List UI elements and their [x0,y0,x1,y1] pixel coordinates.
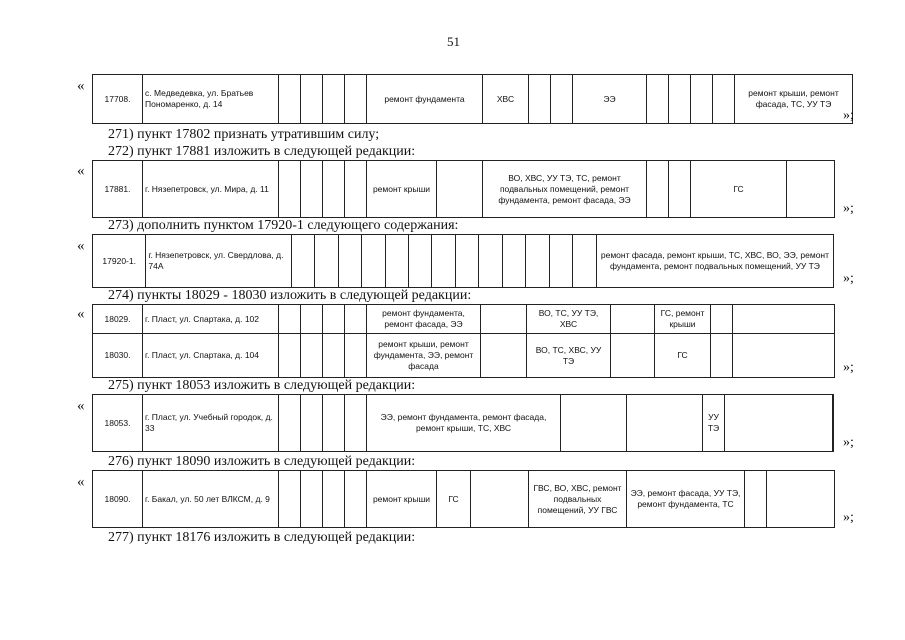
amendment-instruction: 277) пункт 18176 изложить в следующей редакции: [108,530,416,545]
table-cell: УУ ТЭ [703,395,725,452]
table-cell [647,75,669,124]
opening-quote: « [77,163,85,179]
table-cell [669,161,691,218]
table-row [93,235,834,288]
table-cell [323,75,345,124]
table-cell [279,75,301,124]
amendment-table [92,304,835,378]
table-cell: ремонт крыши [367,161,437,218]
table-cell [279,334,301,378]
table-cell [561,395,627,452]
table-cell [432,235,455,288]
page-number: 51 [447,34,460,49]
amendment-table [92,74,853,124]
amendment-instruction: 271) пункт 17802 признать утратившим силу; [108,127,380,142]
table-row [93,395,834,452]
amendment-table [92,394,834,452]
table-cell: ГС, ремонт крыши [655,305,711,334]
table-cell [833,395,834,452]
table-cell [291,235,314,288]
closing-quote: »; [843,510,854,525]
table-cell [301,75,323,124]
table-cell [711,334,733,378]
table-cell: ВО, ТС, ХВС, УУ ТЭ [527,334,611,378]
table-row [93,305,835,334]
table-cell [345,305,367,334]
table-cell [733,305,835,334]
table-cell: ГВС, ВО, ХВС, ремонт подвальных помещений, УУ ГВС [529,471,627,528]
row-address: г. Нязепетровск, ул. Свердлова, д. 74А [146,235,291,288]
table-cell [279,161,301,218]
table-cell [627,395,703,452]
closing-quote: »; [843,108,854,123]
table-cell [725,395,833,452]
table-row [93,334,835,378]
table-cell: ремонт крыши [367,471,437,528]
closing-quote: »; [843,360,854,375]
table-cell [573,235,596,288]
table-cell [647,161,669,218]
amendment-instruction: 274) пункты 18029 - 18030 изложить в следующей редакции: [108,288,472,303]
row-number: 18090. [93,471,143,528]
table-cell [745,471,767,528]
table-cell [549,235,572,288]
table-cell [481,305,527,334]
table-cell [713,75,735,124]
table-row [93,471,835,528]
opening-quote: « [77,398,85,414]
table-cell [479,235,502,288]
table-cell [669,75,691,124]
table-cell [502,235,525,288]
row-address: г. Пласт, ул. Учебный городок, д. 33 [143,395,279,452]
table-cell [301,161,323,218]
table-cell [611,305,655,334]
table-cell: ГС [655,334,711,378]
row-address: г. Пласт, ул. Спартака, д. 104 [143,334,279,378]
row-number: 17881. [93,161,143,218]
opening-quote: « [77,474,85,490]
table-cell [787,161,835,218]
amendment-table [92,470,835,528]
table-cell [437,161,483,218]
opening-quote: « [77,78,85,94]
table-cell: ремонт крыши, ремонт фасада, ТС, УУ ТЭ [735,75,853,124]
table-cell: ремонт крыши, ремонт фундамента, ЭЭ, ремонт фасада [367,334,481,378]
table-cell: ГС [437,471,471,528]
amendment-instruction: 276) пункт 18090 изложить в следующей редакции: [108,454,416,469]
table-cell [481,334,527,378]
table-cell [301,471,323,528]
table-cell [345,75,367,124]
table-cell [767,471,835,528]
table-cell [611,334,655,378]
row-number: 18053. [93,395,143,452]
table-cell [711,305,733,334]
row-address: г. Бакал, ул. 50 лет ВЛКСМ, д. 9 [143,471,279,528]
row-number: 17708. [93,75,143,124]
amendment-instruction: 273) дополнить пунктом 17920-1 следующего содержания: [108,218,459,233]
row-number: 17920-1. [93,235,146,288]
closing-quote: »; [843,201,854,216]
row-address: г. Пласт, ул. Спартака, д. 102 [143,305,279,334]
table-cell [279,305,301,334]
table-cell [301,334,323,378]
table-cell [362,235,385,288]
table-cell [279,471,301,528]
amendment-instruction: 272) пункт 17881 изложить в следующей редакции: [108,144,416,159]
table-cell [455,235,478,288]
amendment-table [92,160,835,218]
table-cell [315,235,338,288]
table-cell [733,334,835,378]
table-cell [323,334,345,378]
table-cell [409,235,432,288]
table-cell: ГС [691,161,787,218]
table-cell [471,471,529,528]
table-cell [323,305,345,334]
table-cell: ЭЭ, ремонт фасада, УУ ТЭ, ремонт фундамента, ТС [627,471,745,528]
row-number: 18030. [93,334,143,378]
table-cell [323,161,345,218]
table-cell [345,471,367,528]
table-cell [323,395,345,452]
table-cell: ВО, ХВС, УУ ТЭ, ТС, ремонт подвальных помещений, ремонт фундамента, ремонт фасада, ЭЭ [483,161,647,218]
table-cell [385,235,408,288]
table-cell: ремонт фундамента, ремонт фасада, ЭЭ [367,305,481,334]
table-cell [338,235,361,288]
table-row [93,161,835,218]
table-cell [345,395,367,452]
table-cell [301,305,323,334]
row-address: с. Медведевка, ул. Братьев Пономаренко, д. 14 [143,75,279,124]
table-cell: ЭЭ, ремонт фундамента, ремонт фасада, ремонт крыши, ТС, ХВС [367,395,561,452]
table-cell [526,235,549,288]
closing-quote: »; [843,271,854,286]
table-cell: ремонт фундамента [367,75,483,124]
table-cell [345,334,367,378]
table-cell: ЭЭ [573,75,647,124]
closing-quote: »; [843,435,854,450]
table-cell [323,471,345,528]
row-address: г. Нязепетровск, ул. Мира, д. 11 [143,161,279,218]
amendment-table [92,234,834,288]
amendment-instruction: 275) пункт 18053 изложить в следующей редакции: [108,378,416,393]
table-cell [551,75,573,124]
table-cell [529,75,551,124]
row-number: 18029. [93,305,143,334]
table-cell: ХВС [483,75,529,124]
table-cell: ремонт фасада, ремонт крыши, ТС, ХВС, ВО, ЭЭ, ремонт фундамента, ремонт подвальных помещений, УУ ТЭ [596,235,833,288]
table-cell [301,395,323,452]
opening-quote: « [77,238,85,254]
table-row [93,75,853,124]
table-cell [345,161,367,218]
table-cell [691,75,713,124]
table-cell: ВО, ТС, УУ ТЭ, ХВС [527,305,611,334]
table-cell [279,395,301,452]
opening-quote: « [77,306,85,322]
